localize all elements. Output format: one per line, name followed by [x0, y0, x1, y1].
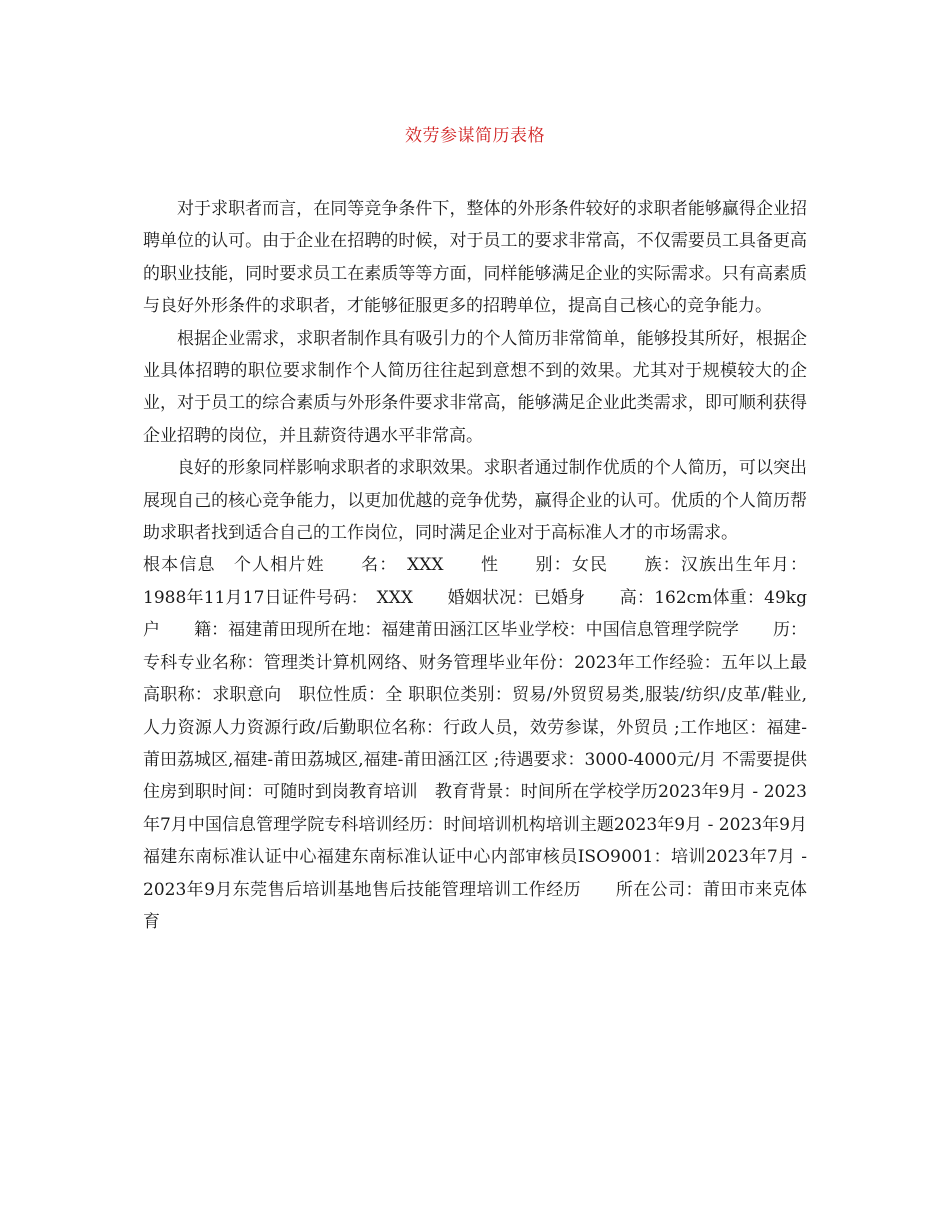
paragraph: 根据企业需求，求职者制作具有吸引力的个人简历非常简单，能够投其所好，根据企业具体招聘的职位要求制作个人简历往往起到意想不到的效果。尤其对于规模较大的企业，对于员工的综合素质与外形条件要求非常高，能够满足企业此类需求，即可顺利获得企业招聘的岗位，并且薪资待遇水平非常高。 — [143, 328, 807, 446]
resume-info-block: 根本信息 个人相片姓 名： XXX 性 别：女民 族：汉族出生年月：1988年11月17日证件号码： XXX 婚姻状况：已婚身 高：162cm体重：49kg户 籍：福建莆田现所在地：福建莆田涵江区毕业学校：中国信息管理学院学 历：专科专业名称：管理类计算机网络、财务管理毕业年份：2023年工作经验：五年以上最高职称：求职意向 职位性质：全 职职位类别：贸易/外贸贸易类,服装/纺织/皮革/鞋业,人力资源人力资源行政/后勤职位名称：行政人员，效劳参谋，外贸员 ;工作地区：福建-莆田荔城区,福建-莆田荔城区,福建-莆田涵江区 ;待遇要求：3000-4000元/月 不需要提供住房到职时间：可随时到岗教育培训 教育背景：时间所在学校学历2023年9月 - 2023年7月中国信息管理学院专科培训经历：时间培训机构培训主题2023年9月 - 2023年9月福建东南标准认证中心福建东南标准认证中心内部审核员ISO9001：培训2023年7月 - 2023年9月东莞售后培训基地售后技能管理培训工作经历 所在公司：莆田市来克体育 — [143, 555, 807, 932]
paragraph: 良好的形象同样影响求职者的求职效果。求职者通过制作优质的个人简历，可以突出展现自己的核心竞争能力，以更加优越的竞争优势，赢得企业的认可。优质的个人简历帮助求职者找到适合自己的工作岗位，同时满足企业对于高标准人才的市场需求。 — [143, 458, 807, 544]
document-body — [143, 193, 807, 938]
document-title: 效劳参谋简历表格 — [405, 126, 545, 146]
paragraph: 对于求职者而言，在同等竞争条件下，整体的外形条件较好的求职者能够赢得企业招聘单位的认可。由于企业在招聘的时候，对于员工的要求非常高，不仅需要员工具备更高的职业技能，同时要求员工在素质等等方面，同样能够满足企业的实际需求。只有高素质与良好外形条件的求职者，才能够征服更多的招聘单位，提高自己核心的竞争能力。 — [143, 199, 807, 317]
